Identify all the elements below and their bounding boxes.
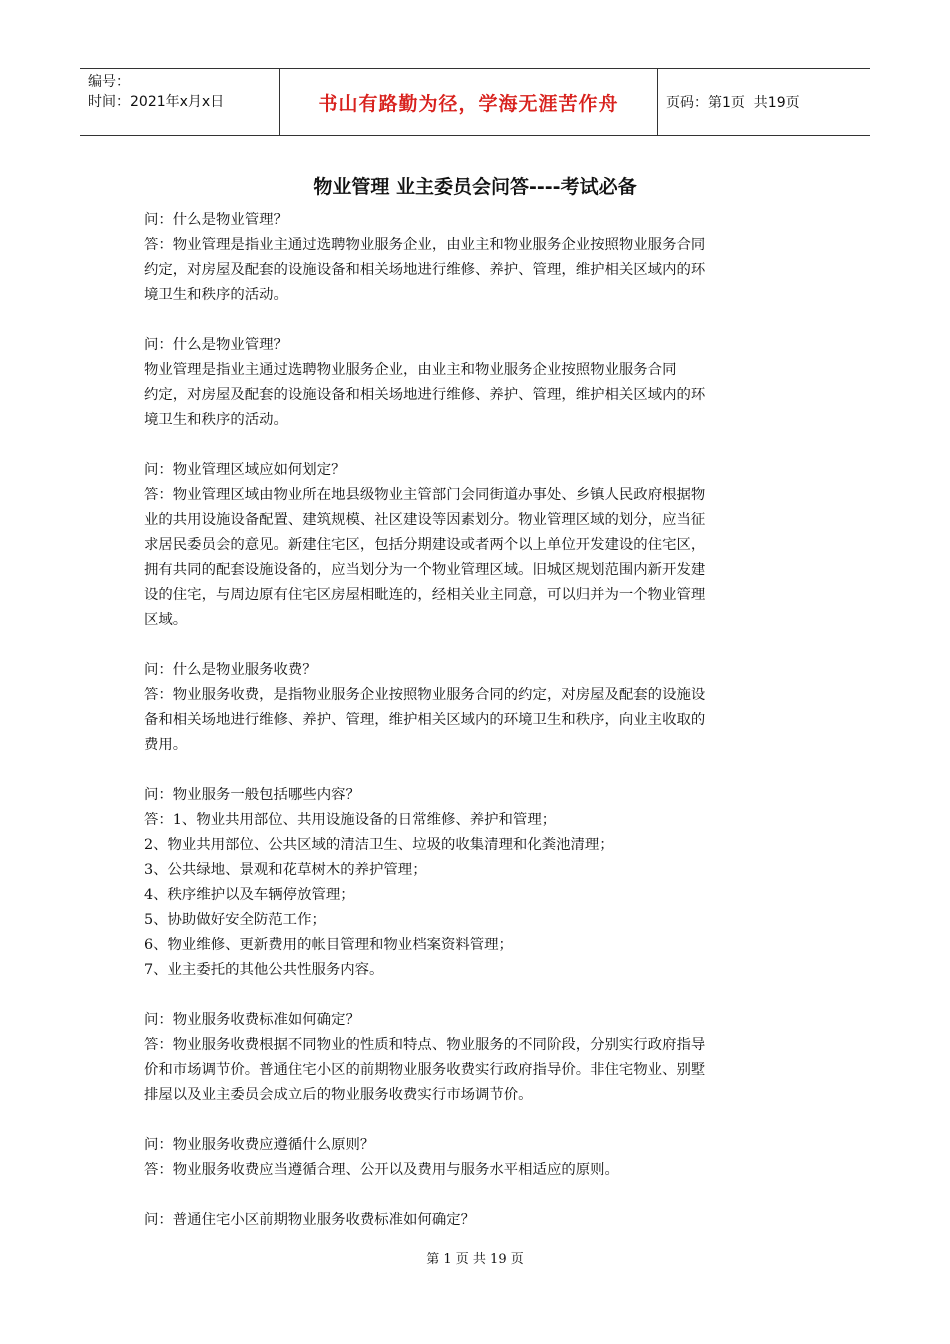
answer-line: 答：物业管理区域由物业所在地县级物业主管部门会同街道办事处、乡镇人民政府根据物 [144, 487, 706, 503]
question-line: 问：什么是物业管理？ [144, 337, 288, 353]
answer-line: 设的住宅，与周边原有住宅区房屋相毗连的，经相关业主同意，可以归并为一个物业管理 [144, 587, 706, 603]
answer-line: 答：1、物业共用部位、共用设施设备的日常维修、养护和管理； [144, 812, 557, 828]
qa-content [144, 208, 810, 1233]
paragraph-gap [144, 983, 810, 1008]
header-page-info [658, 69, 870, 135]
answer-line: 业的共用设施设备配置、建筑规模、社区建设等因素划分。物业管理区域的划分，应当征 [144, 512, 706, 528]
document-number-label: 编号： [88, 74, 130, 90]
page-header [80, 68, 870, 136]
answer-line: 备和相关场地进行维修、养护、管理，维护相关区域内的环境卫生和秩序，向业主收取的 [144, 712, 706, 728]
question-line: 问：什么是物业管理？ [144, 212, 288, 228]
answer-line: 境卫生和秩序的活动。 [144, 287, 288, 303]
paragraph-gap [144, 308, 810, 333]
answer-line: 5、协助做好安全防范工作； [144, 912, 326, 928]
answer-line: 答：物业服务收费，是指物业服务企业按照物业服务合同的约定，对房屋及配套的设施设 [144, 687, 706, 703]
header-motto: 书山有路勤为径，学海无涯苦作舟 [280, 69, 658, 135]
paragraph-gap [144, 633, 810, 658]
question-line: 问：物业服务收费应遵循什么原则？ [144, 1137, 375, 1153]
answer-line: 6、物业维修、更新费用的帐目管理和物业档案资料管理； [144, 937, 513, 953]
answer-line: 约定，对房屋及配套的设施设备和相关场地进行维修、养护、管理，维护相关区域内的环 [144, 262, 706, 278]
answer-line: 答：物业管理是指业主通过选聘物业服务企业，由业主和物业服务企业按照物业服务合同 [144, 237, 706, 253]
answer-line: 物业管理是指业主通过选聘物业服务企业，由业主和物业服务企业按照物业服务合同 [144, 362, 677, 378]
answer-line: 4、秩序维护以及车辆停放管理； [144, 887, 355, 903]
answer-line: 3、公共绿地、景观和花草树木的养护管理； [144, 862, 427, 878]
page-footer: 第 1 页 共 19 页 [426, 1252, 524, 1267]
question-line: 问：物业服务收费标准如何确定？ [144, 1012, 360, 1028]
answer-line: 费用。 [144, 737, 188, 753]
answer-line: 答：物业服务收费应当遵循合理、公开以及费用与服务水平相适应的原则。 [144, 1162, 619, 1178]
question-line: 问：什么是物业服务收费？ [144, 662, 317, 678]
answer-line: 排屋以及业主委员会成立后的物业服务收费实行市场调节价。 [144, 1087, 533, 1103]
answer-line: 7、业主委托的其他公共性服务内容。 [144, 962, 384, 978]
answer-line: 拥有共同的配套设施设备的，应当划分为一个物业管理区域。旧城区规划范围内新开发建 [144, 562, 706, 578]
header-meta [80, 69, 280, 135]
document-title: 物业管理 业主委员会问答----考试必备 [313, 176, 637, 198]
paragraph-gap [144, 1108, 810, 1133]
paragraph-gap [144, 433, 810, 458]
question-line: 问：物业管理区域应如何划定？ [144, 462, 346, 478]
answer-line: 答：物业服务收费根据不同物业的性质和特点、物业服务的不同阶段，分别实行政府指导 [144, 1037, 706, 1053]
page-number-label: 页码：第1页 共19页 [666, 95, 800, 111]
answer-line: 区域。 [144, 612, 188, 628]
answer-line: 境卫生和秩序的活动。 [144, 412, 288, 428]
paragraph-gap [144, 758, 810, 783]
answer-line: 约定，对房屋及配套的设施设备和相关场地进行维修、养护、管理，维护相关区域内的环 [144, 387, 706, 403]
question-line: 问：物业服务一般包括哪些内容？ [144, 787, 360, 803]
answer-line: 求居民委员会的意见。新建住宅区，包括分期建设或者两个以上单位开发建设的住宅区， [144, 537, 706, 553]
question-line: 问：普通住宅小区前期物业服务收费标准如何确定？ [144, 1212, 475, 1228]
document-date-label: 时间：2021年x月x日 [88, 94, 225, 110]
answer-line: 价和市场调节价。普通住宅小区的前期物业服务收费实行政府指导价。非住宅物业、别墅 [144, 1062, 706, 1078]
paragraph-gap [144, 1183, 810, 1208]
answer-line: 2、物业共用部位、公共区域的清洁卫生、垃圾的收集清理和化粪池清理； [144, 837, 614, 853]
